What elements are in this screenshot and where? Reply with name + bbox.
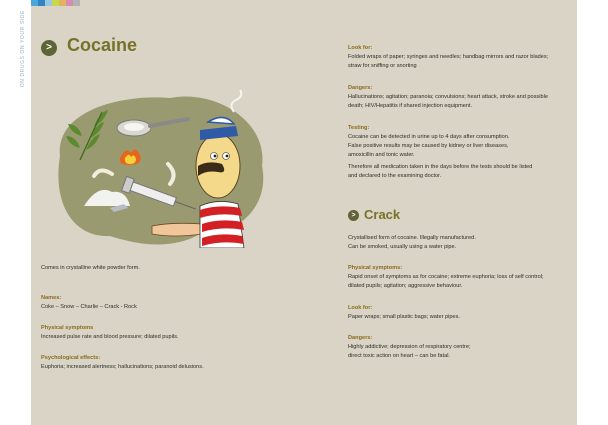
crack-intro-line-1: Crystallised form of cocaine. Illegally manufactured. bbox=[348, 235, 476, 241]
dangers-label: Dangers: bbox=[348, 85, 373, 91]
physical-symptoms-label: Physical symptoms bbox=[41, 325, 94, 331]
swatch-1 bbox=[31, 0, 38, 6]
crack-dangers-line-2: direct toxic action on heart – can be fatal. bbox=[348, 353, 450, 359]
color-swatches bbox=[31, 0, 80, 6]
psychological-effects-text: Euphoria; increased alertness; hallucinations; paranoid delusions. bbox=[41, 364, 204, 370]
names-label: Names: bbox=[41, 295, 62, 301]
swatch-2 bbox=[38, 0, 45, 6]
crack-physical-symptoms-label: Physical symptoms: bbox=[348, 265, 403, 271]
chevron-right-icon: > bbox=[348, 210, 359, 221]
dangers-line-1: Hallucinations; agitation; paranoia; convulsions; heart attack, stroke and possible bbox=[348, 94, 548, 100]
swatch-5 bbox=[59, 0, 66, 6]
testing-line-4: Therefore all medication taken in the days before the tests should be listed bbox=[348, 164, 533, 170]
crack-physical-line-1: Rapid onset of symptoms as for cocaine; extreme euphoria; loss of self control; bbox=[348, 274, 544, 280]
names-text: Coke – Snow – Charlie – Crack - Rock bbox=[41, 304, 137, 310]
psychological-effects-label: Psychological effects: bbox=[41, 355, 101, 361]
section-title-crack: Crack bbox=[364, 207, 401, 222]
page-title: Cocaine bbox=[67, 35, 138, 55]
crack-physical-line-2: dilated pupils; agitation; aggressive behaviour. bbox=[348, 283, 463, 289]
crack-look-for-text: Paper wraps; small plastic bags; water pipes. bbox=[348, 314, 460, 320]
intro-text: Comes in crystalline white powder form. bbox=[41, 265, 140, 271]
swatch-7 bbox=[73, 0, 80, 6]
testing-line-3: amoxicillin and tonic water. bbox=[348, 152, 415, 158]
crack-intro-line-2: Can be smoked, usually using a water pipe. bbox=[348, 244, 457, 250]
testing-line-1: Cocaine can be detected in urine up to 4 days after consumption. bbox=[348, 134, 510, 140]
crack-look-for-label: Look for: bbox=[348, 305, 373, 311]
swatch-6 bbox=[66, 0, 73, 6]
look-for-line-1: Folded wraps of paper; syringes and needles; handbag mirrors and razor blades; bbox=[348, 54, 549, 60]
swatch-4 bbox=[52, 0, 59, 6]
testing-line-2: False positive results may be caused by kidney or liver diseases, bbox=[348, 143, 509, 149]
testing-label: Testing: bbox=[348, 125, 370, 131]
look-for-label: Look for: bbox=[348, 45, 373, 51]
look-for-line-2: straw for sniffing or snorting bbox=[348, 63, 417, 69]
chevron-right-icon: > bbox=[41, 40, 57, 56]
swatch-3 bbox=[45, 0, 52, 6]
crack-dangers-line-1: Highly addictive; depression of respiratory centre; bbox=[348, 344, 471, 350]
physical-symptoms-text: Increased pulse rate and blood pressure; dilated pupils. bbox=[41, 334, 179, 340]
testing-line-5: and declared to the examining doctor. bbox=[348, 173, 442, 179]
cocaine-illustration bbox=[50, 86, 272, 248]
spine-text: ON DRUGS ON YOUR SIDE bbox=[20, 10, 26, 88]
dangers-line-2: death; HIV/Hepatitis if shared injection equipment. bbox=[348, 103, 473, 109]
crack-dangers-label: Dangers: bbox=[348, 335, 373, 341]
